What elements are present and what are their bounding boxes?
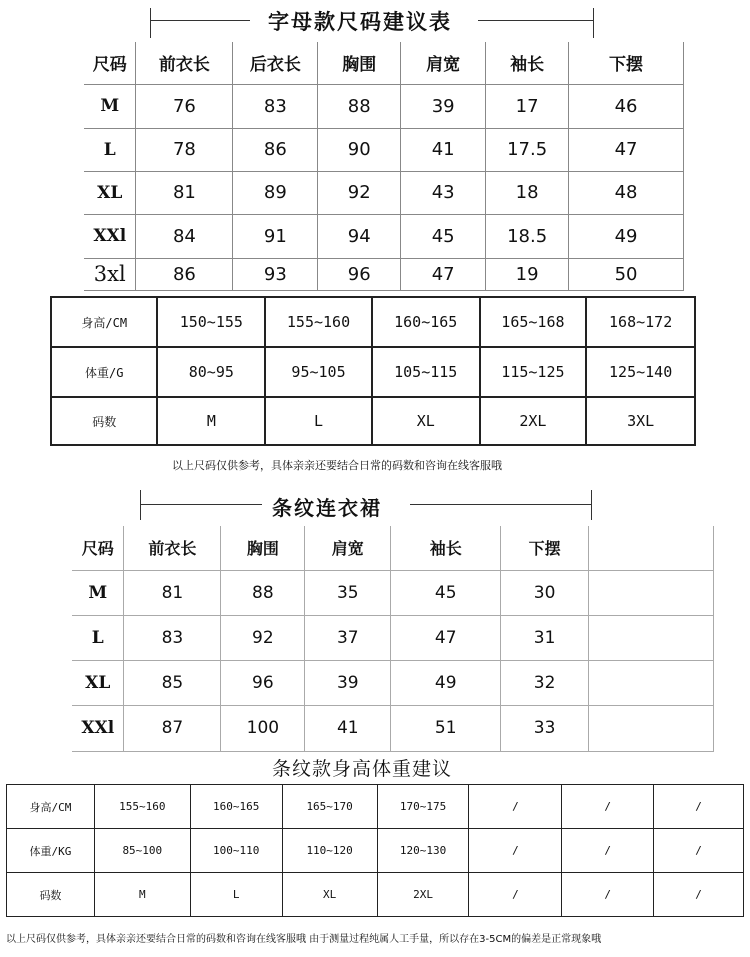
header-cell: 袖长 xyxy=(486,42,569,84)
table-cell: 18.5 xyxy=(486,214,569,258)
dress-height-weight-table xyxy=(6,784,744,917)
table-cell: / xyxy=(562,785,654,829)
table-cell: 78 xyxy=(136,128,233,171)
table-row xyxy=(51,297,695,347)
table-cell: 30 xyxy=(501,570,589,615)
table-cell: 155~160 xyxy=(265,297,372,347)
size-chart-table xyxy=(84,42,684,291)
size-cell: 3xl xyxy=(84,258,136,290)
header-cell: 肩宽 xyxy=(401,42,486,84)
table-cell: 49 xyxy=(569,214,684,258)
table-cell: 87 xyxy=(124,705,221,751)
table-cell: 3XL xyxy=(586,397,695,445)
table-cell: 92 xyxy=(318,171,401,214)
title-bracket-right xyxy=(593,8,594,38)
table-cell: 31 xyxy=(501,615,589,660)
table-cell: 17 xyxy=(486,84,569,128)
table-cell: 165~170 xyxy=(282,785,377,829)
measurement-note: 以上尺码仅供参考，具体亲亲还要结合日常的码数和咨询在线客服哦 由于测量过程纯属人工手量，所以存在3-5CM的偏差是正常现象哦 xyxy=(6,934,602,945)
table-cell: 2XL xyxy=(480,397,587,445)
table-cell: 105~115 xyxy=(372,347,480,397)
header-cell: 前衣长 xyxy=(136,42,233,84)
table-cell: / xyxy=(469,873,562,917)
row-label: 码数 xyxy=(51,397,157,445)
table-cell: 168~172 xyxy=(586,297,695,347)
table-cell: 95~105 xyxy=(265,347,372,397)
table-cell: 160~165 xyxy=(372,297,480,347)
table-cell: M xyxy=(157,397,265,445)
table-row xyxy=(51,397,695,445)
header-cell: 尺码 xyxy=(72,526,124,570)
header-cell: 后衣长 xyxy=(233,42,318,84)
table-cell: 88 xyxy=(221,570,305,615)
size-cell: M xyxy=(84,84,136,128)
table-row xyxy=(84,214,684,258)
table-cell: 93 xyxy=(233,258,318,290)
table-cell xyxy=(589,705,714,751)
row-label: 码数 xyxy=(7,873,95,917)
table-cell: 39 xyxy=(401,84,486,128)
table-row xyxy=(84,171,684,214)
header-cell: 下摆 xyxy=(501,526,589,570)
table-cell: 47 xyxy=(391,615,501,660)
title-bracket-left xyxy=(140,490,141,520)
table-cell: 160~165 xyxy=(190,785,282,829)
table-cell: / xyxy=(562,873,654,917)
size-cell: M xyxy=(72,570,124,615)
table-cell: 51 xyxy=(391,705,501,751)
table-cell: 90 xyxy=(318,128,401,171)
table-header-row xyxy=(84,42,684,84)
table-row xyxy=(72,570,714,615)
header-cell: 胸围 xyxy=(318,42,401,84)
table-cell: 35 xyxy=(305,570,391,615)
header-cell: 胸围 xyxy=(221,526,305,570)
table-cell: 41 xyxy=(305,705,391,751)
size-cell: XL xyxy=(84,171,136,214)
header-cell: 肩宽 xyxy=(305,526,391,570)
title-rule-right xyxy=(410,504,592,505)
table-cell: 85~100 xyxy=(94,829,190,873)
table-cell: 81 xyxy=(124,570,221,615)
header-cell: 尺码 xyxy=(84,42,136,84)
table-cell: 92 xyxy=(221,615,305,660)
table-row xyxy=(7,785,744,829)
table-row xyxy=(84,128,684,171)
table-cell: 155~160 xyxy=(94,785,190,829)
table-cell: 110~120 xyxy=(282,829,377,873)
height-weight-table xyxy=(50,296,696,446)
table-cell: 80~95 xyxy=(157,347,265,397)
table-cell xyxy=(589,570,714,615)
table-cell: 47 xyxy=(569,128,684,171)
table-row xyxy=(84,84,684,128)
table-row xyxy=(72,705,714,751)
title-bracket-left xyxy=(150,8,151,38)
table-cell: 2XL xyxy=(377,873,469,917)
table-cell: 86 xyxy=(233,128,318,171)
table-cell: 170~175 xyxy=(377,785,469,829)
table-cell: 46 xyxy=(569,84,684,128)
table-cell: 88 xyxy=(318,84,401,128)
table-cell: L xyxy=(190,873,282,917)
size-cell: XXl xyxy=(72,705,124,751)
title-bracket-right xyxy=(591,490,592,520)
size-chart-title: 字母款尺码建议表 xyxy=(268,9,452,34)
table-cell: 45 xyxy=(391,570,501,615)
table-cell: 115~125 xyxy=(480,347,587,397)
table-cell: 100~110 xyxy=(190,829,282,873)
table-cell: 120~130 xyxy=(377,829,469,873)
table-cell: 47 xyxy=(401,258,486,290)
size-cell: L xyxy=(84,128,136,171)
table-cell: 76 xyxy=(136,84,233,128)
header-cell xyxy=(589,526,714,570)
table-cell: 41 xyxy=(401,128,486,171)
table-cell: 96 xyxy=(318,258,401,290)
table-cell: 86 xyxy=(136,258,233,290)
table-row xyxy=(7,873,744,917)
size-cell: XXl xyxy=(84,214,136,258)
table-cell: 83 xyxy=(124,615,221,660)
table-cell: 50 xyxy=(569,258,684,290)
table-cell: 48 xyxy=(569,171,684,214)
title-rule-left xyxy=(150,20,250,21)
table-cell: 83 xyxy=(233,84,318,128)
table-cell: 89 xyxy=(233,171,318,214)
table-cell: / xyxy=(654,829,744,873)
table-cell: 39 xyxy=(305,660,391,705)
table-cell xyxy=(589,615,714,660)
table-cell: 32 xyxy=(501,660,589,705)
table-cell: / xyxy=(654,873,744,917)
table-cell: 37 xyxy=(305,615,391,660)
row-label: 身高/CM xyxy=(7,785,95,829)
table-cell: XL xyxy=(282,873,377,917)
table-cell: 96 xyxy=(221,660,305,705)
table-cell: 150~155 xyxy=(157,297,265,347)
table-cell: 94 xyxy=(318,214,401,258)
dress-size-table xyxy=(72,526,714,752)
table-cell: / xyxy=(469,829,562,873)
row-label: 体重/G xyxy=(51,347,157,397)
table-cell: 45 xyxy=(401,214,486,258)
table-cell: 84 xyxy=(136,214,233,258)
table-cell: / xyxy=(654,785,744,829)
header-cell: 前衣长 xyxy=(124,526,221,570)
table-cell: 165~168 xyxy=(480,297,587,347)
table-cell: 49 xyxy=(391,660,501,705)
table-cell: 19 xyxy=(486,258,569,290)
table-cell: 33 xyxy=(501,705,589,751)
table-cell: M xyxy=(94,873,190,917)
size-cell: L xyxy=(72,615,124,660)
table-cell: 43 xyxy=(401,171,486,214)
table-row xyxy=(84,258,684,290)
table-cell: / xyxy=(469,785,562,829)
header-cell: 袖长 xyxy=(391,526,501,570)
table-cell: 85 xyxy=(124,660,221,705)
table-cell: L xyxy=(265,397,372,445)
table-row xyxy=(7,829,744,873)
table-header-row xyxy=(72,526,714,570)
table-cell: 100 xyxy=(221,705,305,751)
table-cell: 91 xyxy=(233,214,318,258)
dress-height-weight-title: 条纹款身高体重建议 xyxy=(272,758,453,780)
title-rule-right xyxy=(478,20,594,21)
header-cell: 下摆 xyxy=(569,42,684,84)
table-cell xyxy=(589,660,714,705)
table-cell: / xyxy=(562,829,654,873)
table-cell: 17.5 xyxy=(486,128,569,171)
size-cell: XL xyxy=(72,660,124,705)
table-cell: XL xyxy=(372,397,480,445)
row-label: 身高/CM xyxy=(51,297,157,347)
table-cell: 18 xyxy=(486,171,569,214)
table-row xyxy=(72,660,714,705)
table-row xyxy=(72,615,714,660)
dress-title: 条纹连衣裙 xyxy=(272,496,382,520)
row-label: 体重/KG xyxy=(7,829,95,873)
table-cell: 81 xyxy=(136,171,233,214)
size-note: 以上尺码仅供参考，具体亲亲还要结合日常的码数和咨询在线客服哦 xyxy=(172,459,502,472)
title-rule-left xyxy=(140,504,262,505)
table-cell: 125~140 xyxy=(586,347,695,397)
table-row xyxy=(51,347,695,397)
